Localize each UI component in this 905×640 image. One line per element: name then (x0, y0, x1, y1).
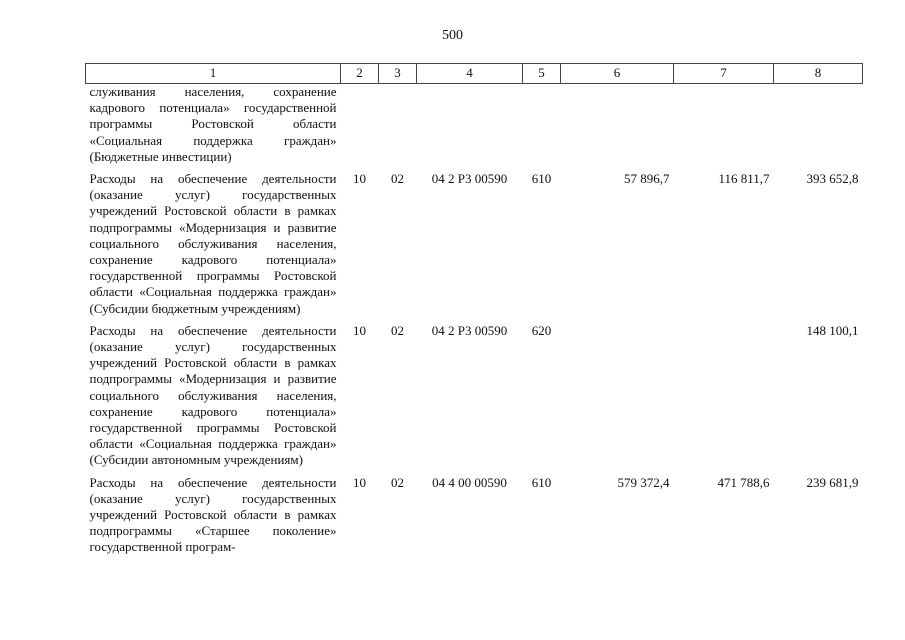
page-number: 500 (442, 28, 463, 43)
row-section: 10 (353, 474, 366, 490)
header-col-7: 7 (674, 64, 774, 84)
table-row (86, 469, 863, 556)
row-subsection: 02 (391, 322, 404, 338)
row-amount-7 (674, 317, 774, 469)
row-amount-7 (674, 84, 774, 166)
row-description: служивания населения, сохранение кадрового потенциала» государственной программы Ростовской области «Социальная поддержка граждан» (Бюджетные инвестиции) (89, 84, 337, 164)
row-description: Расходы на обеспечение деятельности (оказание услуг) государственных учреждений Ростовской области в рамках подпрограммы «Модернизация и развитие социального обслуживания населения, сохранение кадрового потенциала» государственной программы Ростовской области «Социальная поддержка граждан» (Субсидии автономным учреждениям) (89, 322, 337, 468)
row-amount-8: 393 652,8 (806, 171, 859, 187)
table-row (86, 84, 863, 166)
row-amount-6 (561, 317, 674, 469)
row-subsection: 02 (391, 171, 404, 187)
row-amount-6: 57 896,7 (624, 171, 670, 187)
header-col-5: 5 (523, 64, 561, 84)
row-section: 10 (353, 171, 366, 187)
row-description: Расходы на обеспечение деятельности (оказание услуг) государственных учреждений Ростовской области в рамках подпрограммы «Модернизация и развитие социального обслуживания населения, сохранение кадрового потенциала» государственной программы Ростовской области «Социальная поддержка граждан» (Субсидии бюджетным учреждениям) (89, 171, 337, 316)
row-amount-8: 148 100,1 (806, 322, 859, 338)
header-col-6: 6 (561, 64, 674, 84)
row-expense-type: 610 (531, 171, 552, 187)
row-amount-6 (561, 84, 674, 166)
budget-table (85, 63, 863, 556)
table-row (86, 165, 863, 317)
row-subsection: 02 (391, 474, 404, 490)
row-description: Расходы на обеспечение деятельности (оказание услуг) государственных учреждений Ростовской области в рамках подпрограммы «Старшее поколение» государственной програм- (89, 474, 337, 555)
row-amount-7: 116 811,7 (718, 171, 770, 187)
table-row (86, 317, 863, 469)
row-target-code: 04 2 Р3 00590 (431, 322, 508, 338)
row-expense-type: 610 (531, 474, 552, 490)
row-amount-7: 471 788,6 (717, 474, 770, 490)
row-section: 10 (353, 322, 366, 338)
row-expense-type: 620 (531, 322, 552, 338)
header-col-4: 4 (417, 64, 523, 84)
row-target-code (417, 84, 523, 166)
row-subsection (379, 84, 417, 166)
header-col-2: 2 (341, 64, 379, 84)
row-amount-8 (774, 84, 863, 166)
header-col-1: 1 (86, 64, 341, 84)
header-col-8: 8 (774, 64, 863, 84)
row-amount-6: 579 372,4 (617, 474, 670, 490)
header-row (86, 64, 863, 84)
row-section (341, 84, 379, 166)
header-col-3: 3 (379, 64, 417, 84)
row-target-code: 04 4 00 00590 (432, 474, 507, 490)
row-target-code: 04 2 Р3 00590 (431, 171, 508, 187)
row-expense-type (523, 84, 561, 166)
row-amount-8: 239 681,9 (806, 474, 859, 490)
